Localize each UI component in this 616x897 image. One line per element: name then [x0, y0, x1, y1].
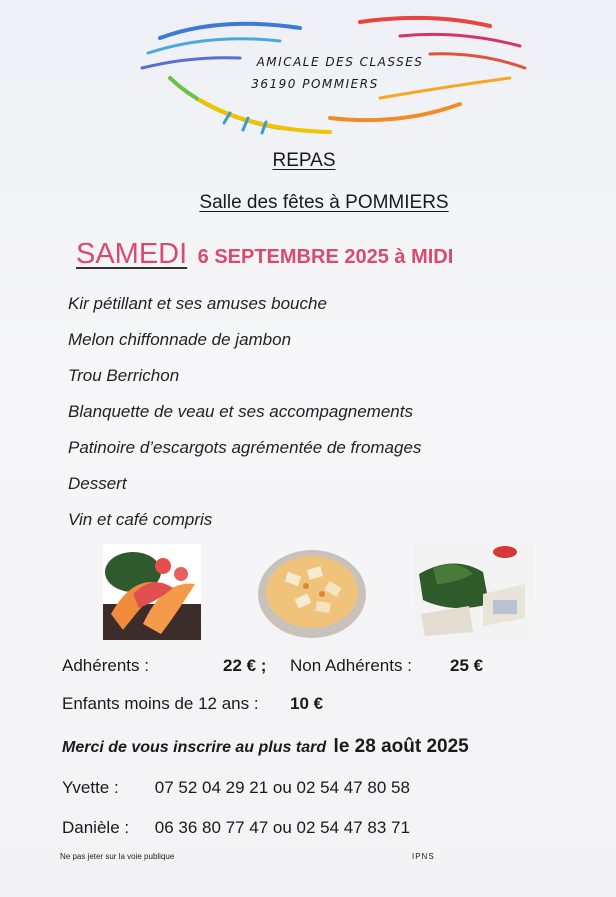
- menu-item: Dessert: [68, 474, 127, 493]
- contact-phones: 07 52 04 29 21 ou 02 54 47 80 58: [154, 778, 410, 797]
- deadline-text: Merci de vous inscrire au plus tard: [62, 739, 327, 756]
- event-date-detail: 6 SEPTEMBRE 2025 à MIDI: [197, 246, 454, 268]
- menu-item: Melon chiffonnade de jambon: [68, 330, 292, 349]
- contact-name: Danièle :: [62, 818, 130, 837]
- melon-photo: [103, 544, 201, 640]
- menu-list: [68, 290, 421, 542]
- menu-item: Blanquette de veau et ses accompagnements: [68, 402, 413, 421]
- members-price-value: 22 € ;: [223, 656, 267, 675]
- contact-phones: 06 36 80 77 47 ou 02 54 47 83 71: [154, 818, 410, 837]
- page-title: REPAS: [272, 150, 336, 171]
- non-members-price-value: 25 €: [450, 656, 484, 675]
- contact-row: [62, 818, 410, 838]
- footer-ipns: IPNS: [412, 852, 435, 861]
- registration-deadline: [62, 736, 469, 758]
- children-price-value: 10 €: [290, 694, 324, 713]
- event-date: [76, 238, 453, 271]
- venue-line: Salle des fêtes à POMMIERS: [199, 192, 449, 213]
- menu-item: Kir pétillant et ses amuses bouche: [68, 294, 327, 313]
- members-price-label: Adhérents :: [62, 656, 149, 675]
- blanquette-photo: [256, 544, 368, 640]
- footer-notice: Ne pas jeter sur la voie publique: [60, 852, 175, 861]
- contact-name: Yvette :: [62, 778, 119, 797]
- deadline-date: le 28 août 2025: [333, 736, 469, 757]
- rainbow-dove-icon: [130, 8, 530, 138]
- menu-item: Patinoire d’escargots agrémentée de fromages: [68, 438, 422, 457]
- menu-item: Vin et café compris: [68, 510, 213, 529]
- logo-association-name: AMICALE DES CLASSES: [256, 55, 424, 69]
- logo-postcode-town: 36190 POMMIERS: [251, 77, 379, 91]
- contact-row: [62, 778, 410, 798]
- menu-item: Trou Berrichon: [68, 366, 180, 385]
- association-logo: [130, 8, 530, 138]
- event-day: SAMEDI: [76, 238, 188, 270]
- cheese-photo: [413, 544, 533, 640]
- children-price-label: Enfants moins de 12 ans :: [62, 694, 259, 713]
- non-members-price-label: Non Adhérents :: [290, 656, 412, 675]
